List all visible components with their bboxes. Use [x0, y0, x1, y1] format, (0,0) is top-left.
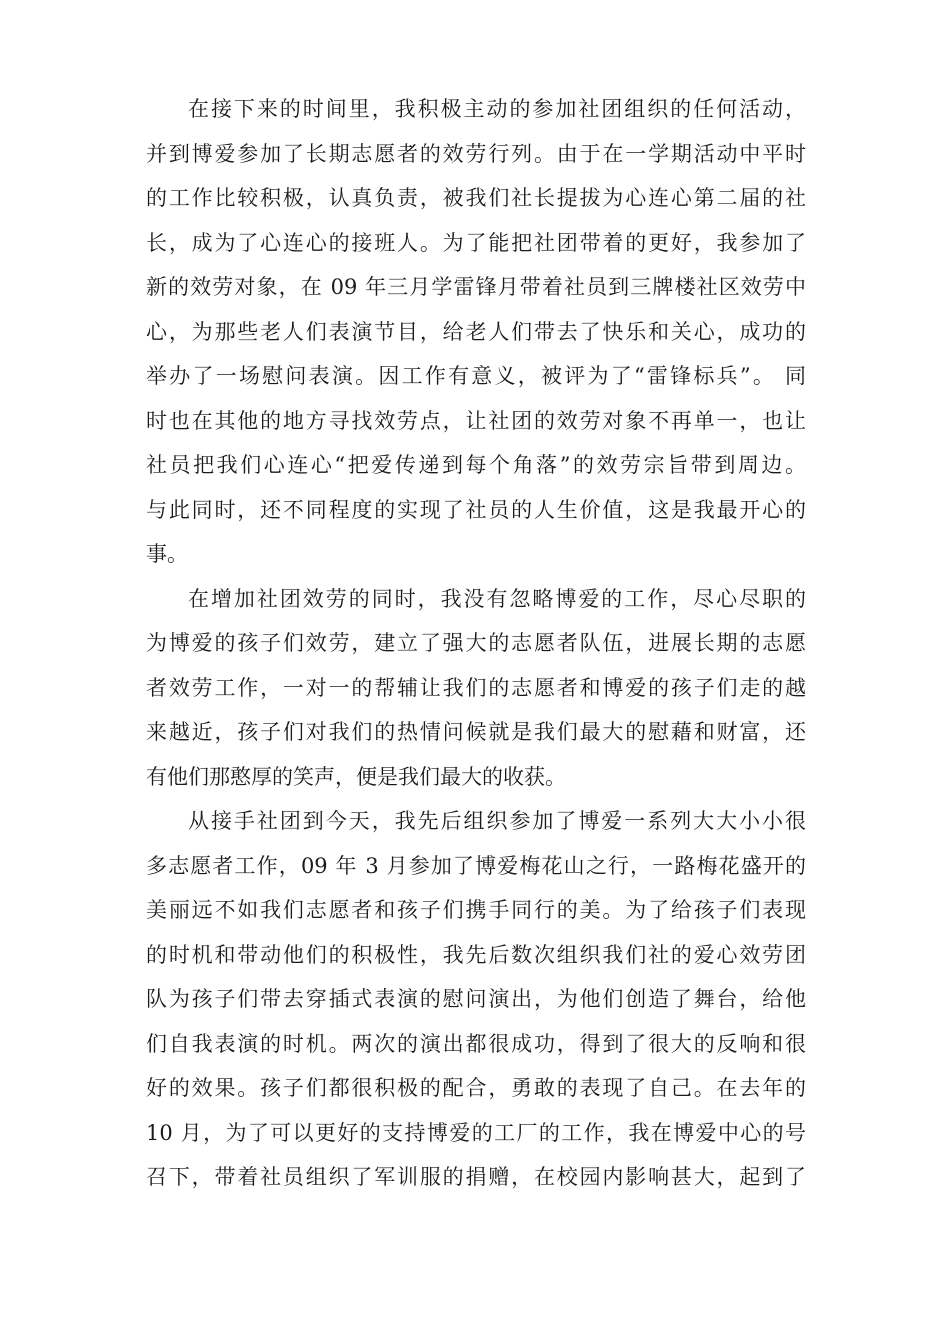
text-line: 并到博爱参加了长期志愿者的效劳行列。由于在一学期活动中平时 — [146, 141, 806, 166]
paragraph-club-leadership — [146, 87, 806, 577]
text-line: 的工作比较积极，认真负责，被我们社长提拔为心连心第二届的社 — [146, 186, 806, 210]
paragraph-volunteer-work — [146, 577, 806, 800]
text-line: 事。 — [146, 542, 188, 566]
text-line: 召下，带着社员组织了军训服的捐赠，在校园内影响甚大，起到了 — [146, 1165, 806, 1189]
text-line: 10 月，为了可以更好的支持博爱的工厂的工作，我在博爱中心的号 — [146, 1120, 806, 1145]
text-line: 来越近，孩子们对我们的热情问候就是我们最大的慰藉和财富，还 — [146, 720, 806, 744]
text-line: 为博爱的孩子们效劳，建立了强大的志愿者队伍，进展长期的志愿 — [146, 631, 806, 655]
text-line: 美丽远不如我们志愿者和孩子们携手同行的美。为了给孩子们表现 — [146, 898, 806, 922]
text-line: 队为孩子们带去穿插式表演的慰问演出，为他们创造了舞台，给他 — [146, 987, 806, 1011]
text-line: 心，为那些老人们表演节目，给老人们带去了快乐和关心，成功的 — [146, 319, 806, 344]
text-line: 们自我表演的时机。两次的演出都很成功，得到了很大的反响和很 — [146, 1031, 806, 1056]
text-line: 社员把我们心连心“把爱传递到每个角落”的效劳宗旨带到周边。 — [146, 453, 806, 477]
text-line: 在增加社团效劳的同时，我没有忽略博爱的工作，尽心尽职的 — [188, 586, 806, 611]
paragraph-activities — [146, 799, 806, 1200]
text-line: 在接下来的时间里，我积极主动的参加社团组织的任何活动， — [188, 97, 806, 121]
text-line: 多志愿者工作，09 年 3 月参加了博爱梅花山之行，一路梅花盛开的 — [146, 853, 806, 878]
text-line: 时也在其他的地方寻找效劳点，让社团的效劳对象不再单一，也让 — [146, 408, 806, 433]
text-line: 举办了一场慰问表演。因工作有意义，被评为了“雷锋标兵”。 同 — [146, 364, 806, 388]
text-line: 与此同时，还不同程度的实现了社员的人生价值，这是我最开心的 — [146, 497, 806, 522]
text-line: 新的效劳对象，在 09 年三月学雷锋月带着社员到三牌楼社区效劳中 — [146, 275, 806, 299]
document-body — [146, 87, 806, 1200]
text-line: 有他们那憨厚的笑声，便是我们最大的收获。 — [146, 764, 566, 789]
text-line: 长，成为了心连心的接班人。为了能把社团带着的更好，我参加了 — [146, 230, 806, 255]
text-line: 从接手社团到今天，我先后组织参加了博爱一系列大大小小很 — [188, 809, 806, 833]
text-line: 者效劳工作，一对一的帮辅让我们的志愿者和博爱的孩子们走的越 — [146, 675, 806, 700]
text-line: 的时机和带动他们的积极性，我先后数次组织我们社的爱心效劳团 — [146, 942, 806, 967]
text-line: 好的效果。孩子们都很积极的配合，勇敢的表现了自己。在去年的 — [146, 1076, 806, 1100]
